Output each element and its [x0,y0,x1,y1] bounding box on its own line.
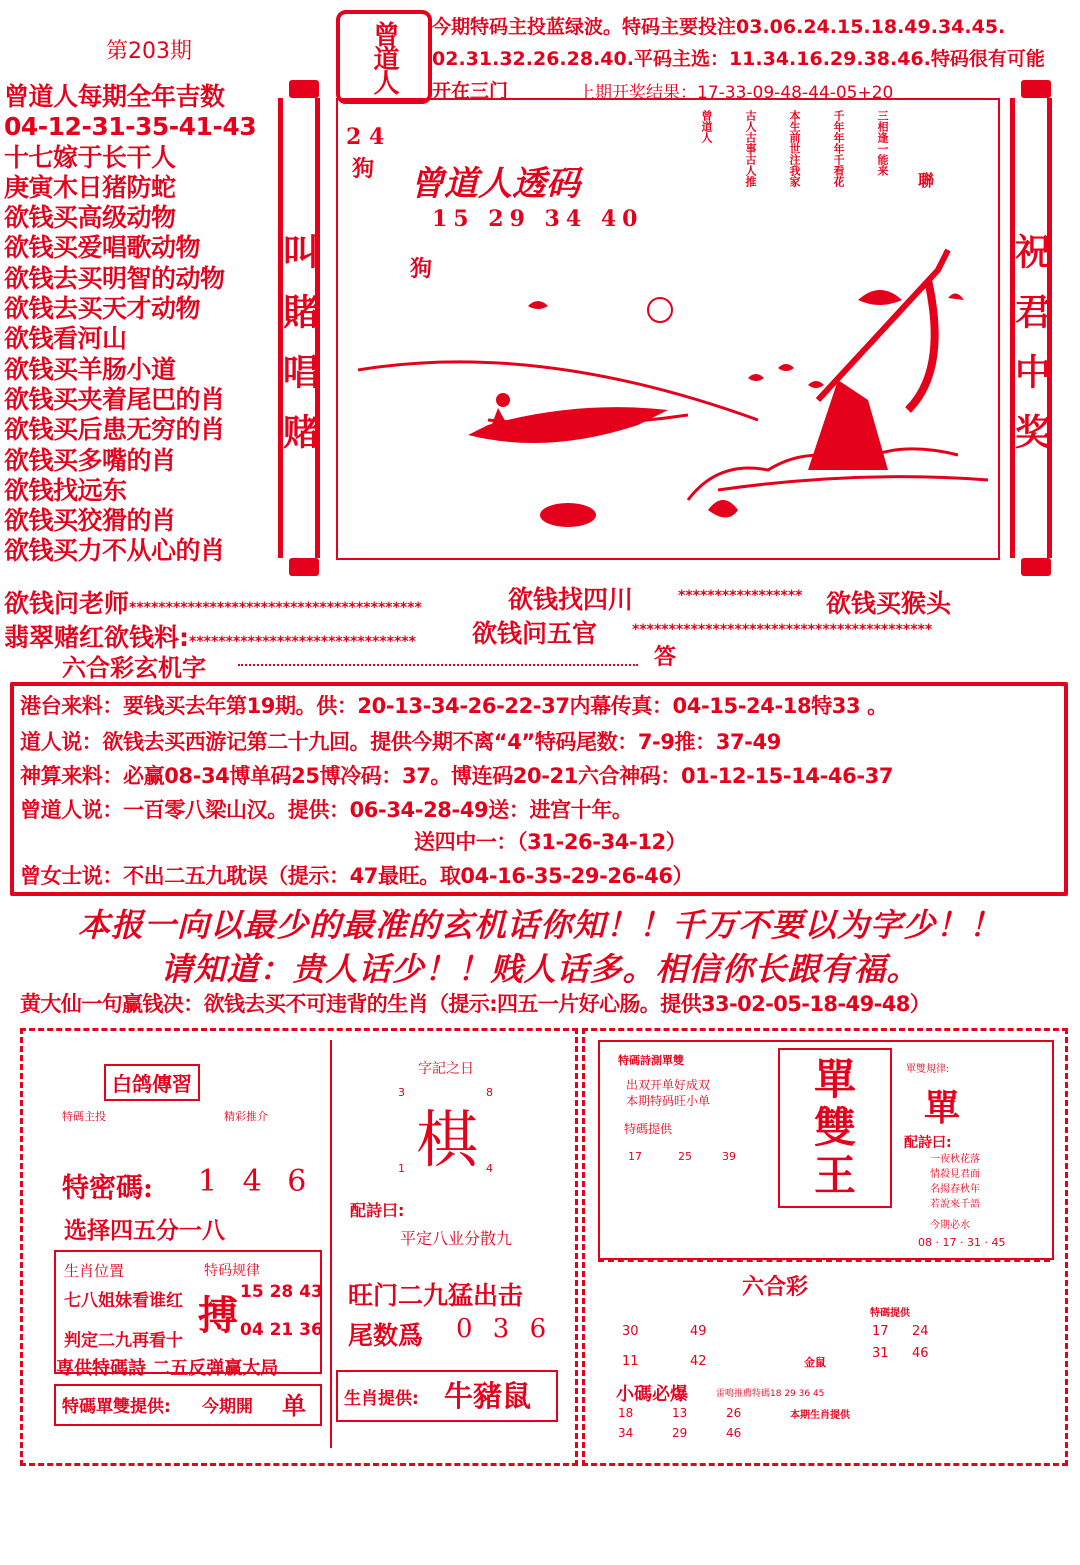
zodiac-label: 生肖提供: [344,1389,419,1409]
row-1-stars-2: ***************** [678,588,803,604]
zi-n4: 4 [486,1162,493,1175]
mid-line-2-value: 0 3 6 [456,1314,553,1344]
te-mi-value: 1 4 6 [198,1164,315,1199]
bet-char: 單 [924,1087,961,1129]
info-line: 送四中一：（31-26-34-12） [414,830,687,854]
lhc-num: 17 [872,1324,889,1339]
info-line: 港台来料：要钱买去年第19期。供：20-13-34-26-22-37内幕传真：04-15-24-18特33 。 [20,694,888,718]
row-1-mid: 欲钱找四川 [508,585,634,614]
big-char: 單 [813,1055,856,1104]
poem-col: 古人古事古人推 [744,110,757,187]
mid-line-1: 旺门二九猛出击 [348,1281,524,1310]
jin-note: 今期必水 [930,1220,970,1231]
row-2-mid: 欲钱问五官 [472,619,598,648]
info-line: 曾道人说：一百零八梁山汉。提供：06-34-28-49送：进宫十年。 [20,798,633,822]
row-3-dots [238,664,638,666]
header-line-3: 开在三门 [432,80,509,102]
poem-col: 千年年年千看花 [832,110,845,187]
issue-number: 第203期 [106,39,192,64]
verse-line: 名揚春秋年 [930,1184,980,1195]
slogan-2: 请知道：贵人话少！！贱人话多。相信你长跟有福。 [160,950,920,988]
zi-big-char: 棋 [416,1103,479,1176]
lhc-num: 24 [912,1324,929,1339]
list-item: 欲钱买高级动物 [4,203,176,233]
row-1-stars: **************************************** [129,600,422,616]
list-item: 欲钱去买天才动物 [4,294,201,324]
poem-line: 専供特碼詩 二五反弹赢大局 [56,1358,279,1379]
verse-label: 配詩曰: [904,1135,952,1151]
list-item: 欲钱买爱唱歌动物 [4,233,201,263]
row-3-right: 答 [654,645,677,670]
picture-title: 曾道人透码 [410,164,580,204]
mid-poem: 平定八业分散九 [400,1229,513,1248]
xiao-num: 18 [618,1406,634,1420]
lhc-num: 46 [912,1346,929,1361]
mid-line-2-label: 尾数爲 [348,1321,424,1350]
ds-line-1: 出双开单好成双 [626,1078,711,1092]
te-mi-label: 特密碼: [62,1173,153,1204]
picture-numbers: 15 29 34 40 [432,206,644,232]
row-2-left: 翡翠赌红欲钱料: [4,623,189,652]
list-item: 欲钱买狡猾的肖 [4,506,176,536]
dan-label: 特碼單雙提供: [62,1397,171,1417]
row-1-right: 欲钱买猴头 [826,589,952,618]
jin-shu: 金鼠 [804,1356,826,1369]
list-item: 欲钱看河山 [4,324,127,354]
list-item: 欲钱买多嘴的肖 [4,445,176,475]
row-1-left: 欲钱问老师 [4,589,130,618]
zi-n1: 1 [398,1162,405,1175]
big-char: 王 [813,1151,856,1200]
badge: 白鸽傳習 [104,1064,200,1101]
left-scroll [276,80,332,576]
poem-col: 曾道人 [700,110,713,143]
poem-col: 本生前世注我家 [788,110,801,187]
left-riddle-list [4,82,279,567]
xiao-info: 雷鳴推薦特碼18 29 36 45 [716,1389,825,1399]
zodiac-value: 牛豬鼠 [444,1379,532,1413]
ds-head: 特碼詩測單雙 [618,1054,684,1067]
big-chars-box [778,1048,892,1208]
info-line: 曾女士说：不出二五九耽误（提示：47最旺。取04-16-35-29-26-46） [20,864,694,888]
xiao-num: 34 [618,1426,634,1440]
ds-num: 17 [628,1150,642,1163]
pos-line-2: 判定二九再看十 [64,1331,183,1351]
left-scroll-text: 叫賭唱赌 [277,233,320,473]
list-item: 欲钱买后患无穷的肖 [4,415,225,445]
bo-row-1: 15 28 43 [240,1282,323,1302]
right-scroll-text: 祝君中奖 [1009,233,1052,473]
seal-logo [336,10,432,104]
ds-num: 39 [722,1150,736,1163]
info-line: 神算来料：必赢08-34博单码25博冷码：37。博连码20-21六合神码：01-12-15-14-46-37 [20,764,894,788]
bo-label: 特码规律 [204,1263,260,1279]
list-item: 欲钱去买明智的动物 [4,263,225,293]
picture-animal-mid: 狗 [410,256,433,282]
xiao-num: 13 [672,1406,688,1420]
lhc-num: 11 [622,1354,639,1369]
big-char: 雙 [813,1103,856,1152]
picture-animal-top: 狗 [352,156,375,182]
boat-scene-drawing [338,240,998,558]
poem-tag: 聯 [918,171,935,190]
xiao-num: 46 [726,1426,742,1440]
lhc-title: 六合彩 [742,1274,809,1300]
zi-title: 字記之日 [418,1061,474,1077]
info-line: 道人说：欲钱去买西游记第二十九回。提供今期不离“4”特码尾数：7-9推：37-49 [20,730,781,754]
lhc-num: 49 [690,1324,707,1339]
ds-line-2: 本期特码旺小单 [626,1094,711,1108]
lhc-num: 42 [690,1354,707,1369]
right-scroll [1008,80,1064,576]
row-2-stars-2: ***************************************** [632,622,933,638]
verse-line: 若說來千語 [930,1199,980,1210]
list-item: 欲钱买羊肠小道 [4,354,176,384]
small-note-2: 精彩推介 [224,1110,268,1123]
header-line-1: 今期特码主投蓝绿波。特码主要投注03.06.24.15.18.49.34.45. [432,16,1006,38]
verse-block [930,1152,1040,1212]
list-item: 曾道人每期全年吉数 [4,82,225,111]
select-text: 选择四五分一八 [64,1217,225,1244]
mid-poem-label: 配詩曰: [350,1201,405,1220]
riddle-row-1 [4,584,422,620]
bo-char: 搏 [198,1292,238,1339]
xiao-num: 26 [726,1406,742,1420]
lhc-num: 30 [622,1324,639,1339]
list-item: 欲钱找远东 [4,475,127,505]
verse-line: 情殺見君面 [930,1169,980,1180]
dan-value: 单 [282,1392,306,1420]
xiao-title: 小碼必爆 [616,1384,688,1405]
poem-col: 三相逢一能来 [876,110,889,176]
slogan-1: 本报一向以最少的最准的玄机话你知！！千万不要以为字少！！ [77,906,1002,944]
list-item: 十七嫁于长干人 [4,142,176,172]
picture-poem [698,110,934,191]
row-3-left: 六合彩玄机字 [62,654,206,682]
seal-text: 曾道人 [369,21,399,93]
previous-result: 上期开奖结果：17-33-09-48-44-05+20 [578,83,894,103]
bet-label: 單雙規律: [906,1064,950,1075]
zi-n8: 8 [486,1086,493,1099]
illustration-panel [336,98,1000,560]
list-item: 04-12-31-35-41-43 [4,112,257,142]
dan-mid: 今期開 [202,1397,253,1417]
lhc-right-head: 特碼提供 [870,1308,910,1319]
bo-row-2: 04 21 36 [240,1320,323,1340]
list-item: 欲钱买夹着尾巴的肖 [4,384,225,414]
pos-label: 生肖位置 [64,1262,125,1280]
list-item: 庚寅木日猪防蛇 [4,172,176,202]
row-2-stars: ******************************* [189,634,416,650]
row-numbers: 08 · 17 · 31 · 45 [918,1236,1006,1249]
huang-da-xian-line: 黄大仙一句赢钱决：欲钱去买不可违背的生肖（提示:四五一片好心肠。提供33-02-05-18-49-48） [20,992,931,1016]
verse-line: 一夜秋花落 [930,1154,980,1165]
zi-n3: 3 [398,1086,405,1099]
xiao-num: 29 [672,1426,688,1440]
shengxiao-note: 本期生肖提供 [790,1410,850,1421]
header-line-2: 02.31.32.26.28.40.平码主选：11.34.16.29.38.46.特码很有可能 [432,48,1045,70]
ds-num: 25 [678,1150,692,1163]
small-note-1: 特碼主投 [62,1110,106,1123]
pos-line-1: 七八姐妹看谁红 [64,1291,183,1311]
list-item: 欲钱买力不从心的肖 [4,536,225,566]
lhc-num: 31 [872,1346,889,1361]
ds-sub: 特碼提供 [624,1122,673,1136]
picture-top-number: 2 4 [346,124,385,150]
